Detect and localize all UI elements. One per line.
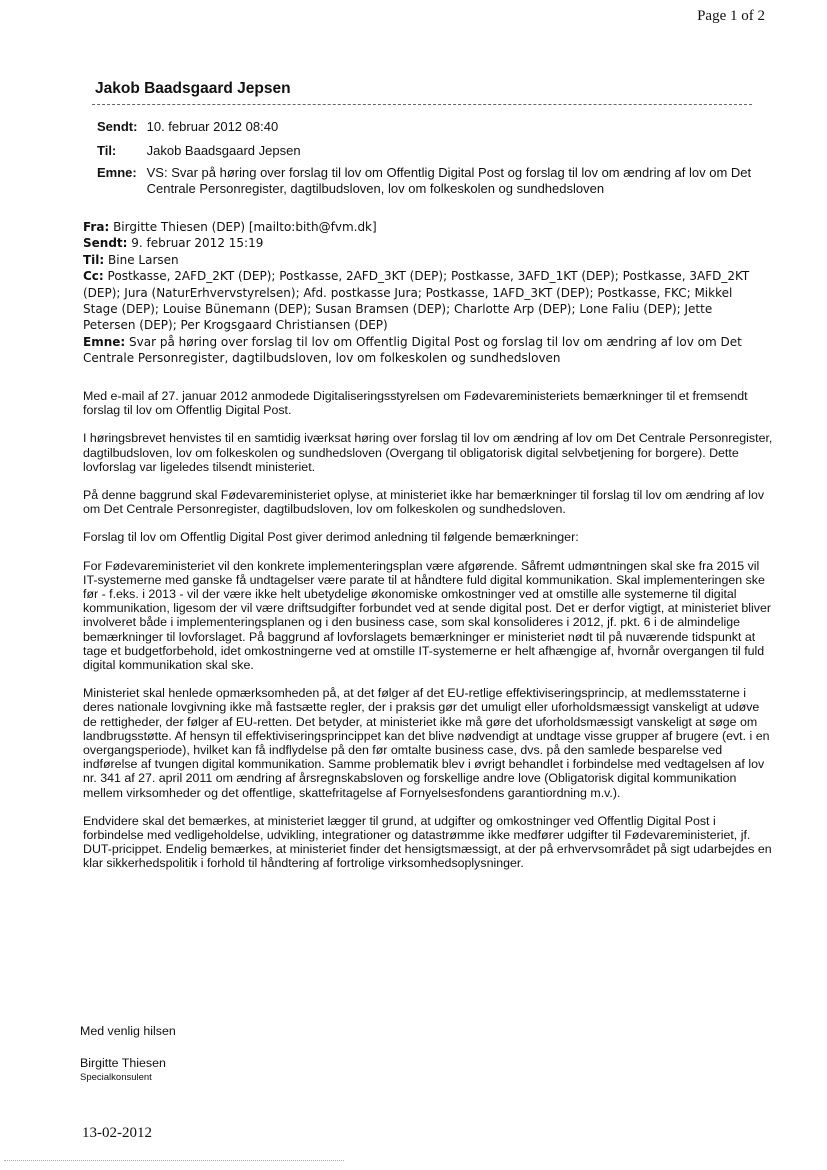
fwd-cc-label: Cc: [83, 269, 104, 284]
subject-value: VS: Svar på høring over forslag til lov om Offentlig Digital Post og forslag til lov om ændring af lov om Det Centrale Personregister, dagtilbudsloven, lov om folkeskolen og sundhedsloven [146, 165, 752, 196]
bottom-divider [4, 1160, 344, 1161]
fwd-to-value: Bine Larsen [108, 252, 179, 267]
forwarded-header [83, 219, 763, 367]
signature-title: Specialkonsulent [80, 1072, 152, 1083]
sent-label: Sendt: [97, 119, 138, 134]
fwd-subject-label: Emne: [83, 334, 126, 349]
signature-name: Birgitte Thiesen [80, 1056, 166, 1070]
to-value: Jakob Baadsgaard Jepsen [146, 143, 301, 158]
fwd-sent-row [83, 235, 763, 251]
subject-label: Emne: [97, 165, 137, 180]
fwd-subject-row [83, 334, 763, 367]
fwd-from-row [83, 219, 763, 235]
paragraph: Forslag til lov om Offentlig Digital Post giver derimod anledning til følgende bemærkninger: [83, 530, 579, 545]
header-subject-row [97, 165, 757, 197]
fwd-from-value: Birgitte Thiesen (DEP) [mailto:bith@fvm.dk] [113, 220, 377, 234]
header-sent-row [97, 119, 757, 135]
footer-date: 13-02-2012 [82, 1125, 152, 1141]
to-label: Til: [97, 143, 117, 158]
fwd-sent-value: 9. februar 2012 15:19 [131, 236, 264, 251]
letter-body [83, 389, 773, 885]
paragraph: Med e-mail af 27. januar 2012 anmodede Digitaliseringsstyrelsen om Fødevareministeriets bemærkninger til et fremsendt forslag til lov om Offentlig Digital Post. [83, 389, 748, 418]
header-divider [92, 104, 752, 105]
sender-name: Jakob Baadsgaard Jepsen [95, 80, 291, 97]
fwd-from-label: Fra: [83, 220, 110, 234]
paragraph: I høringsbrevet henvistes til en samtidig iværksat høring over forslag til lov om ændring af lov om Det Centrale Personregister, dagtilbudsloven, lov om folkeskolen og sundhedsloven (Overgang til obligatorisk digital selvbetjening for borgere). Dette lovforslag var ligeledes tilsendt ministeriet. [83, 431, 773, 474]
fwd-subject-value: Svar på høring over forslag til lov om Offentlig Digital Post og forslag til lov om ændring af lov om Det Centrale Personregister, dagtilbudsloven, lov om folkeskolen og sundhedsloven [83, 334, 742, 366]
fwd-cc-row [83, 268, 763, 334]
paragraph: På denne baggrund skal Fødevareministeriet oplyse, at ministeriet ikke har bemærkninger til forslag til lov om ændring af lov om Det Centrale Personregister, dagtilbudsloven, lov om folkeskolen og sundhedsloven. [83, 488, 765, 517]
closing-greeting: Med venlig hilsen [80, 1024, 176, 1038]
page-number: Page 1 of 2 [697, 8, 765, 24]
fwd-to-label: Til: [83, 252, 105, 267]
header-to-row [97, 143, 757, 159]
fwd-cc-value: Postkasse, 2AFD_2KT (DEP); Postkasse, 2AFD_3KT (DEP); Postkasse, 3AFD_1KT (DEP); Postkasse, 3AFD_2KT (DEP); Jura (NaturErhvervstyrelsen); Afd. postkasse Jura; Postkasse, 1AFD_3KT (DEP); Postkasse, FKC; Mikkel Stage (DEP); Louise Bünemann (DEP); Susan Bramsen (DEP); Charlotte Arp (DEP); Lone Faliu (DEP); Jette Petersen (DEP); Per Krogsgaard Christiansen (DEP) [83, 269, 750, 333]
fwd-to-row [83, 252, 763, 268]
sent-value: 10. februar 2012 08:40 [146, 119, 279, 134]
paragraph: Ministeriet skal henlede opmærksomheden på, at det følger af det EU-retlige effektiviseringsprincip, at medlemsstaterne i deres nationale lovgivning ikke må fastsætte regler, der i praksis gør det umuligt eller uforholdsmæssigt vanskeligt at udøve de rettigheder, der følger af EU-retten. Det betyder, at ministeriet ikke må gøre det uforholdsmæssigt vanskeligt at søge om landbrugsstøtte. Af hensyn til effektiviseringsprincippet kan det blive nødvendigt at undtage visse grupper af brugere (evt. i en overgangsperiode), hvilket kan få indflydelse på den før omtalte business case, dvs. på den samlede besparelse ved indførelse af tvungen digital kommunikation. Samme problematik blev i øvrigt behandlet i forbindelse med vedtagelsen af lov nr. 341 af 27. april 2011 om ændring af årsregnskabsloven og forskellige andre love (Obligatorisk digital kommunikation mellem virksomheder og det offentlige, skattefritagelse af Fornyelsesfondens garantiordning m.v.). [83, 686, 770, 800]
paragraph: Endvidere skal det bemærkes, at ministeriet lægger til grund, at udgifter og omkostninger ved Offentlig Digital Post i forbindelse med vedligeholdelse, udvikling, integrationer og datastrømme ikke medfører udgifter til Fødevareministeriet, jf. DUT-pricippet. Endelig bemærkes, at ministeriet finder det hensigtsmæssigt, at der på erhvervsområdet på sigt udarbejdes en klar sikkerhedspolitik i forhold til håndtering af fortrolige virksomhedsoplysninger. [83, 813, 772, 871]
paragraph: For Fødevareministeriet vil den konkrete implementeringsplan være afgørende. Såfremt udmøntningen skal ske fra 2015 vil IT-systemerne med ganske få undtagelser være parate til at håndtere fuld digital kommunikation. Skal implementeringen ske før - f.eks. i 2013 - vil der være ikke helt ubetydelige økonomiske omkostninger ved at omstille alle systemerne til digital kommunikation, ligesom der vil være driftsudgifter forbundet ved at sende digital post. Det er derfor vigtigt, at ministeriet bliver involveret både i implementeringsplanen og i den business case, som skal konsolideres i 2012, jf. pkt. 6 i de almindelige bemærkninger til lovforslaget. På baggrund af lovforslagets bemærkninger er ministeriet nødt til på nuværende tidspunkt at tage et budgetforbehold, idet omkostningerne ved at omstille IT-systemerne er helt afhængige af, hvornår overgangen til fuld digital kommunikation skal ske. [83, 558, 771, 673]
fwd-sent-label: Sendt: [83, 236, 128, 251]
